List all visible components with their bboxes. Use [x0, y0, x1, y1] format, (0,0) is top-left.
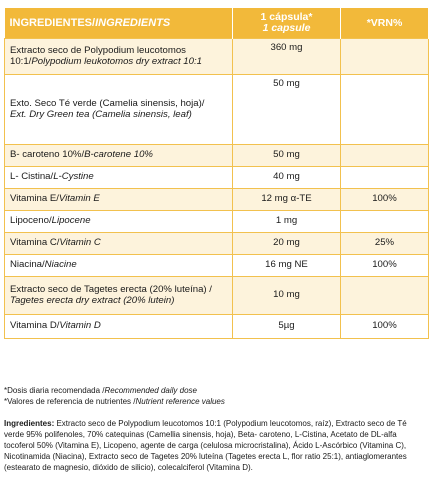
table-row: [5, 255, 429, 277]
ingredient-name: Vitamina C/Vitamin C: [5, 233, 233, 255]
ingredient-vrn: [341, 145, 429, 167]
table-row: [5, 277, 429, 315]
table-row: [5, 315, 429, 339]
ingredient-name: L- Cistina/L-Cystine: [5, 167, 233, 189]
ingredient-name: Extracto seco de Polypodium leucotomos 10:1/Polypodium leukotomos dry extract 10:1: [5, 39, 233, 75]
nutrition-table: [4, 8, 429, 339]
ingredients-label: Ingredientes:: [4, 419, 55, 428]
table-row: [5, 211, 429, 233]
ingredient-vrn: 100%: [341, 255, 429, 277]
ingredient-name: Niacina/Niacine: [5, 255, 233, 277]
ingredients-paragraph: [4, 418, 428, 473]
ingredient-amount: 5µg: [233, 315, 341, 339]
ingredient-amount: 40 mg: [233, 167, 341, 189]
ingredient-vrn: 100%: [341, 189, 429, 211]
ingredient-vrn: 100%: [341, 315, 429, 339]
ingredient-vrn: [341, 39, 429, 75]
ingredient-vrn: [341, 211, 429, 233]
ingredient-name: Vitamina D/Vitamin D: [5, 315, 233, 339]
table-row: [5, 233, 429, 255]
ingredient-name: B- caroteno 10%/B-carotene 10%: [5, 145, 233, 167]
header-per-capsule: 1 cápsula* 1 capsule: [233, 8, 341, 39]
ingredient-name: Lipoceno/Lipocene: [5, 211, 233, 233]
table-row: [5, 189, 429, 211]
table-row: [5, 145, 429, 167]
table-row: [5, 167, 429, 189]
ingredient-amount: 1 mg: [233, 211, 341, 233]
ingredient-amount: 12 mg α-TE: [233, 189, 341, 211]
ingredient-vrn: [341, 75, 429, 145]
ingredient-amount: 16 mg NE: [233, 255, 341, 277]
ingredient-amount: 50 mg: [233, 145, 341, 167]
ingredient-name: Exto. Seco Té verde (Camelia sinensis, hoja)/ Ext. Dry Green tea (Camelia sinensis, leaf): [5, 75, 233, 145]
ingredient-vrn: [341, 277, 429, 315]
ingredient-amount: 360 mg: [233, 39, 341, 75]
table-row: [5, 39, 429, 75]
footnotes: [4, 385, 428, 407]
table-row: [5, 75, 429, 145]
ingredient-name: Vitamina E/Vitamin E: [5, 189, 233, 211]
ingredient-amount: 10 mg: [233, 277, 341, 315]
header-vrn: *VRN%: [341, 8, 429, 39]
ingredient-vrn: [341, 167, 429, 189]
footnote-daily-dose: *Dosis diaria recomendada /Recommended daily dose: [4, 386, 197, 395]
ingredient-amount: 20 mg: [233, 233, 341, 255]
header-ingredients: INGREDIENTES/INGREDIENTS: [5, 8, 233, 39]
footnote-reference-values: *Valores de referencia de nutrientes /Nutrient reference values: [4, 397, 225, 406]
ingredients-text: Extracto seco de Polypodium leucotomos 10:1 (Polypodium leucotomos, raíz), Extracto seco de Té verde 95% polifenoles, 70% catequinas (Camellia sinensis, hoja), Beta- caroteno, L-Cistina, Acetato de DL-alfa tocoferol 50% (Vitamina E), Licopeno, agente de carga (celulosa microcristalina), Ácido L-Ascórbico (Vitamina C), Nicotinamida (Niacina), Extracto seco de Tagetes 20% luteína (Tagetes erecta L, flor ratio 25:1), antiaglomerantes (estearato de magnesio, dióxido de silicio), colecalciferol (Vitamina D).: [4, 419, 407, 472]
ingredient-name: Extracto seco de Tagetes erecta (20% luteína) / Tagetes erecta dry extract (20% lutein): [5, 277, 233, 315]
ingredient-vrn: 25%: [341, 233, 429, 255]
table-header-row: [5, 8, 429, 39]
ingredient-amount: 50 mg: [233, 75, 341, 145]
